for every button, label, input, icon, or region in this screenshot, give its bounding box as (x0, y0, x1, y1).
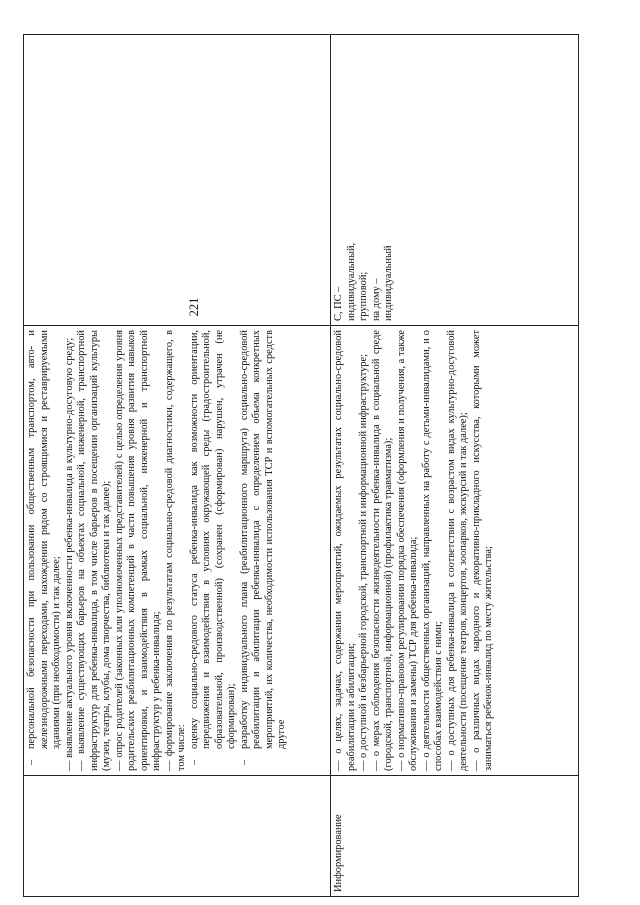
list-item: — о нормативно-правовом регулировании порядка обеспечения (оформления и получения, а также обслуживания и замены) ТСР для ребенка-инвалида; (395, 330, 419, 771)
list-item: — о доступной и безбарьерной городской, транспортной и информационной инфраструктуре; (358, 353, 369, 771)
list-marker: – (188, 759, 200, 765)
list-item: — о доступных для ребенка-инвалида в соответствии с возрастом видах культурно-досуговой деятельности (посещение театров, концертов, зоопарков, экскурсий и так далее); (445, 330, 469, 771)
list-item-text: оценку социально-средового статуса ребенка-инвалида как возможности ориентации, передвижения и взаимодействия в условиях окружающей среды (градостроительной, образовательной, производственной) (сохранен (сформирован) нарушен, утрачен (не сформирован); (188, 330, 237, 749)
list-item: — формирование заключения по результатам социально-средовой диагностики, содержащего, в том числе: (163, 330, 187, 771)
list-item: — опрос родителей (законных или уполномоченных представителей) с целью определения уровня родительских реабилитационных компетенций в части повышения уровня развития навыков ориентировки, и взаимодействия в рамках социальной, инженерной и транспортной инфраструктур у ребенка-инвалида; (113, 330, 162, 771)
format-line: индивидуальный, (345, 242, 357, 321)
format-line: на дому – (370, 278, 382, 321)
rotated-page-content (23, 35, 578, 897)
list-item-text: персональной безопасности при пользовании общественным транспортом, авто- и железнодорожными переходами, нахождении рядом со строящимися и реставрируемыми зданиями (при необходимости) и так далее; (26, 330, 62, 749)
row2-format-cell (331, 35, 579, 326)
list-marker: – (26, 759, 37, 765)
row1-service-cell (24, 776, 331, 897)
row1-content-cell (24, 326, 331, 776)
list-item: — о различных видах народного и декоративно-прикладного искусства, которыми может заниматься ребенок-инвалид по месту жительства; (470, 330, 494, 771)
list-item: — о деятельности общественных организаций, направленных на работу с детьми-инвалидами, и о способах взаимодействия с ними; (420, 330, 444, 771)
format-line: С, ПС – (333, 286, 344, 321)
format-line: индивидуальный (383, 245, 394, 321)
list-item (26, 330, 64, 771)
table-row (331, 35, 579, 897)
list-item: — выявление актуального уровня включенности ребенка-инвалида в культурно-досуговую среду; (63, 337, 75, 771)
list-item (189, 330, 239, 771)
list-marker: – (238, 759, 250, 765)
page-number: 221 (187, 297, 201, 317)
row2-service-cell: Информирование (331, 776, 579, 897)
table-row (24, 35, 331, 897)
list-item: — выявление существующих барьеров на объектах социальной, инженерной, транспортной инфраструктур для ребенка-инвалида, в том числе барьеров в посещении организаций культуры (музеи, театры, клубы, дома творчества, библиотеки и так далее); (76, 330, 112, 771)
list-item (239, 330, 289, 771)
list-item: — о целях, задачах, содержании мероприятий, ожидаемых результатах социально-средовой реабилитации и абилитации; (333, 330, 357, 771)
row2-content-cell (331, 326, 579, 776)
list-item: — о мерах соблюдения безопасности жизнедеятельности ребенка-инвалида в социальной среде (городской, транспортной, информационной) (профилактика травматизма); (370, 330, 394, 771)
format-line: групповой; (358, 271, 369, 321)
services-table (23, 34, 579, 897)
row1-format-cell (24, 35, 331, 326)
list-item-text: разработку индивидуального плана (реабилитационного маршрута) социально-средовой реабилитации и абилитации ребенка-инвалида с определением объема конкретных мероприятий, их количества, необходимости использования ТСР и вспомогательных средств другое (238, 330, 287, 749)
